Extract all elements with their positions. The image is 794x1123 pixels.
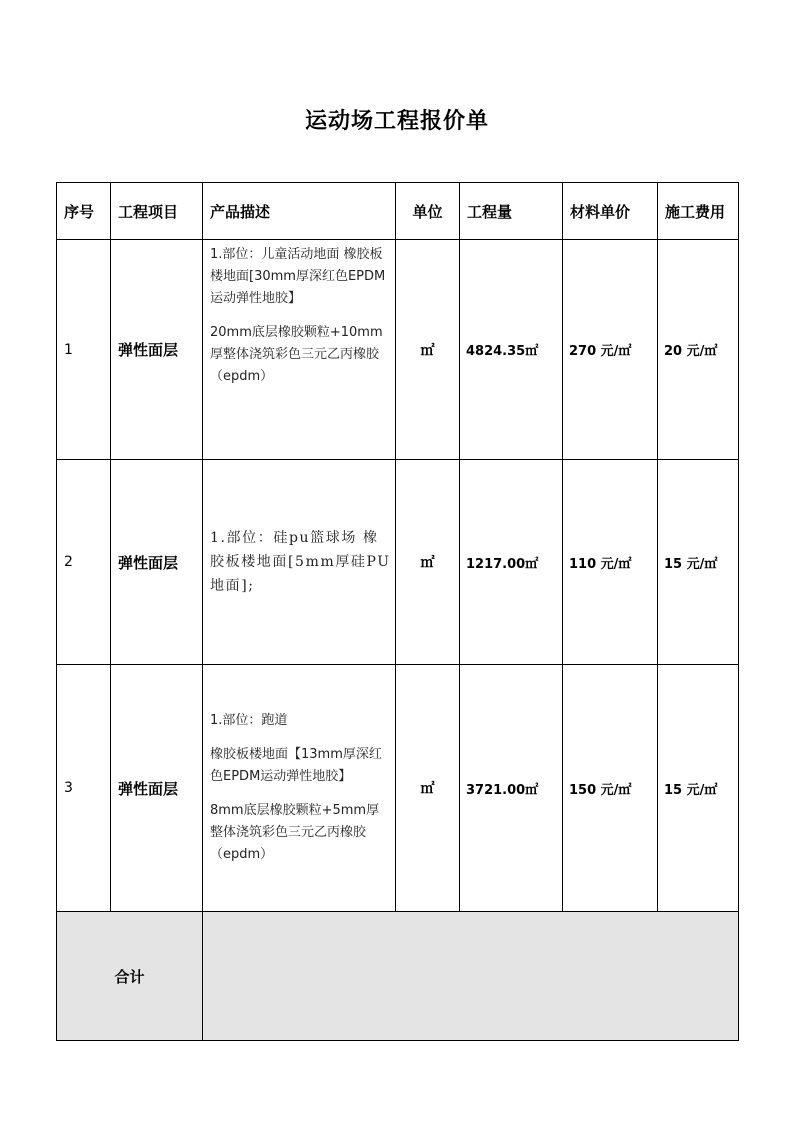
row-quantity: 3721.00㎡	[460, 665, 563, 912]
row-construction-fee: 15 元/㎡	[658, 460, 739, 665]
row-index: 1	[57, 240, 111, 460]
row-description	[203, 460, 396, 665]
row-index: 2	[57, 460, 111, 665]
header-description: 产品描述	[203, 183, 396, 240]
row-project: 弹性面层	[111, 240, 203, 460]
row-unit: ㎡	[396, 460, 460, 665]
description-line: 橡胶板楼地面【13mm厚深红色EPDM运动弹性地胶】	[210, 747, 382, 784]
description-line: 20mm底层橡胶颗粒+10mm厚整体浇筑彩色三元乙丙橡胶（epdm）	[210, 325, 383, 384]
header-project: 工程项目	[111, 183, 203, 240]
row-description	[203, 665, 396, 912]
total-value	[203, 912, 739, 1041]
row-project: 弹性面层	[111, 460, 203, 665]
table-row	[57, 665, 739, 912]
table-row	[57, 240, 739, 460]
header-quantity: 工程量	[460, 183, 563, 240]
total-label: 合计	[57, 912, 203, 1041]
header-unit: 单位	[396, 183, 460, 240]
row-index: 3	[57, 665, 111, 912]
description-line: 1.部位：跑道	[210, 713, 288, 728]
row-unit: ㎡	[396, 665, 460, 912]
row-quantity: 1217.00㎡	[460, 460, 563, 665]
row-material-price: 110 元/㎡	[563, 460, 658, 665]
header-index: 序号	[57, 183, 111, 240]
description-line: 1.部位：儿童活动地面 橡胶板楼地面[30mm厚深红色EPDM运动弹性地胶】	[210, 247, 386, 306]
row-construction-fee: 15 元/㎡	[658, 665, 739, 912]
total-row	[57, 912, 739, 1041]
table-row	[57, 460, 739, 665]
description-line: 1.部位：硅pu篮球场 橡胶板楼地面[5mm厚硅PU地面];	[210, 530, 391, 594]
header-material-price: 材料单价	[563, 183, 658, 240]
row-description	[203, 240, 396, 460]
description-line: 8mm底层橡胶颗粒+5mm厚整体浇筑彩色三元乙丙橡胶（epdm）	[210, 803, 380, 862]
row-material-price: 270 元/㎡	[563, 240, 658, 460]
row-unit: ㎡	[396, 240, 460, 460]
header-construction-fee: 施工费用	[658, 183, 739, 240]
row-project: 弹性面层	[111, 665, 203, 912]
page-title: 运动场工程报价单	[304, 109, 489, 134]
header-row	[57, 183, 739, 240]
row-construction-fee: 20 元/㎡	[658, 240, 739, 460]
row-quantity: 4824.35㎡	[460, 240, 563, 460]
row-material-price: 150 元/㎡	[563, 665, 658, 912]
quote-table	[56, 182, 739, 1041]
